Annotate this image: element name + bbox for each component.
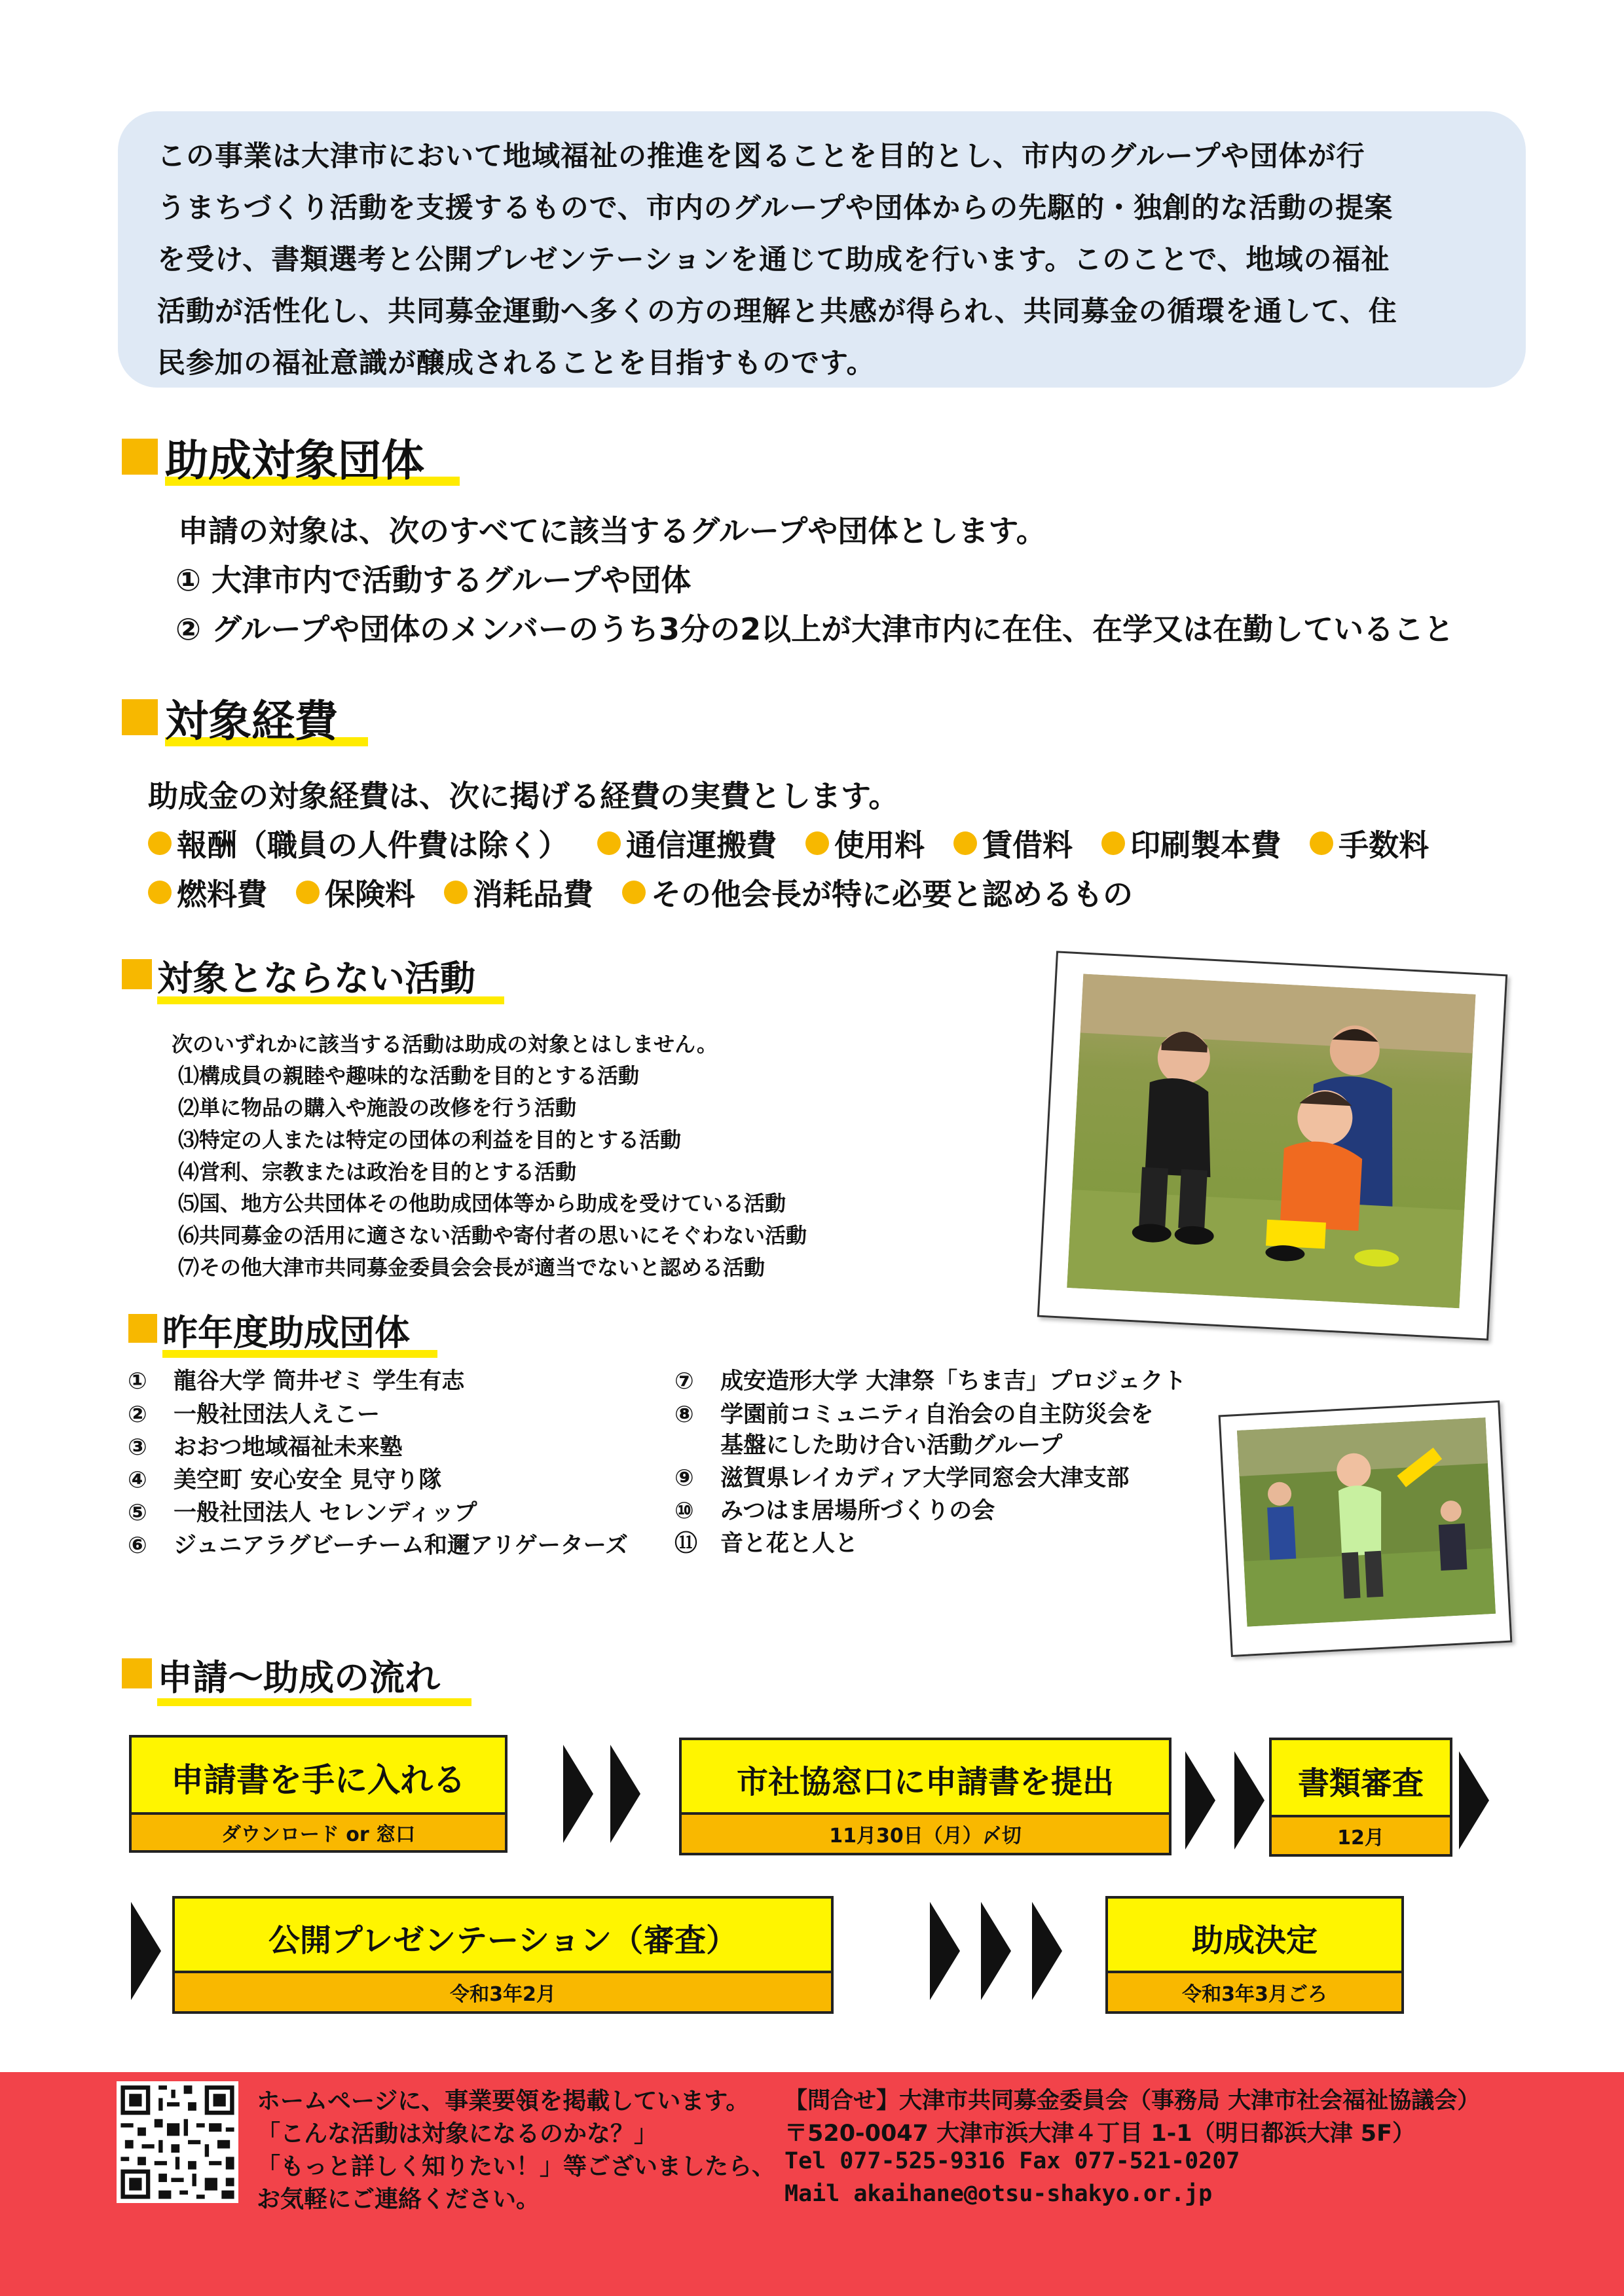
expense-item: 使用料	[805, 822, 925, 865]
excluded-item: ⑷営利、宗教または政治を目的とする活動	[178, 1159, 577, 1184]
eligible-heading: 助成対象団体	[165, 435, 424, 486]
group-item: ⑥ ジュニアラグビーチーム和邇アリゲーターズ	[128, 1533, 629, 1559]
excluded-item: ⑶特定の人または特定の団体の利益を目的とする活動	[178, 1127, 682, 1152]
group-item: ② 一般社団法人えこー	[128, 1402, 380, 1428]
expenses-row-1	[148, 822, 1447, 865]
flow-step-presentation: 公開プレゼンテーション（審査） 令和3年2月	[172, 1896, 834, 2014]
flow-step-grant-decision: 助成決定 令和3年3月ごろ	[1105, 1896, 1404, 2014]
intro-line: 活動が活性化し、共同募金運動へ多くの方の理解と共感が得られ、共同募金の循環を通して、住	[157, 295, 1397, 328]
contact-phone-fax: Tel 077-525-9316 Fax 077-521-0207	[784, 2148, 1240, 2174]
bullet-dot-icon	[148, 881, 172, 904]
footer-info-line: 「こんな活動は対象になるのかな？」	[257, 2121, 658, 2147]
footer-info-line: お気軽にご連絡ください。	[257, 2186, 540, 2213]
expense-item: 印刷製本費	[1101, 822, 1281, 865]
group-item: ⑨ 滋賀県レイカディア大学同窓会大津支部	[674, 1465, 1130, 1491]
bullet-dot-icon	[953, 831, 977, 855]
group-item: ⑧ 学園前コミュニティ自治会の自主防災会を	[674, 1402, 1154, 1428]
intro-line: うまちづくり活動を支援するもので、市内のグループや団体からの先駆的・独創的な活動の提案	[157, 192, 1393, 225]
bullet-dot-icon	[1310, 831, 1333, 855]
group-item: ④ 美空町 安心安全 見守り隊	[128, 1467, 442, 1493]
footer-info-line: 「もっと詳しく知りたい！」等ございましたら、	[257, 2153, 776, 2180]
eligible-intro: 申請の対象は、次のすべてに該当するグループや団体とします。	[178, 513, 1046, 549]
bullet-dot-icon	[622, 881, 646, 904]
flow-arrow-icon	[981, 1902, 1011, 2000]
contact-address: 〒520-0047 大津市浜大津４丁目 1-1（明日都浜大津 5F）	[784, 2121, 1416, 2147]
intro-box	[118, 111, 1526, 388]
expense-item: 手数料	[1310, 822, 1429, 865]
excluded-item: ⑴構成員の親睦や趣味的な活動を目的とする活動	[178, 1063, 640, 1088]
flow-step-get-application: 申請書を手に入れる ダウンロード or 窓口	[129, 1735, 507, 1853]
flow-arrow-icon	[131, 1902, 161, 2000]
expense-item: 報酬（職員の人件費は除く）	[148, 822, 568, 865]
group-item: ⑤ 一般社団法人 セレンディップ	[128, 1500, 477, 1526]
expense-item: 通信運搬費	[597, 822, 777, 865]
flow-step-submit: 市社協窓口に申請書を提出 11月30日（月）〆切	[679, 1738, 1172, 1855]
flow-arrow-icon	[610, 1745, 640, 1843]
heading-square-icon	[128, 1314, 157, 1343]
bullet-dot-icon	[148, 831, 172, 855]
flow-step-document-review: 書類審査 12月	[1269, 1738, 1452, 1857]
bullet-dot-icon	[296, 881, 320, 904]
last-year-heading: 昨年度助成団体	[162, 1312, 410, 1353]
expense-item: 消耗品費	[444, 871, 593, 914]
bullet-dot-icon	[1101, 831, 1125, 855]
contact-email-link[interactable]: Mail akaihane@otsu-shakyo.or.jp	[784, 2181, 1213, 2207]
excluded-item: ⑵単に物品の購入や施設の改修を行う活動	[178, 1095, 577, 1120]
flow-arrow-icon	[1185, 1751, 1215, 1850]
flow-arrow-icon	[1032, 1902, 1062, 2000]
intro-line: を受け、書類選考と公開プレゼンテーションを通じて助成を行います。このことで、地域の福祉	[157, 244, 1390, 276]
expense-item: 保険料	[296, 871, 415, 914]
bullet-dot-icon	[597, 831, 621, 855]
photo-children-running	[1219, 1400, 1513, 1657]
flow-arrow-icon	[930, 1902, 960, 2000]
excluded-intro: 次のいずれかに該当する活動は助成の対象とはしません。	[172, 1032, 718, 1057]
heading-square-icon	[122, 959, 152, 989]
expenses-heading: 対象経費	[165, 696, 338, 746]
flow-arrow-icon	[1234, 1751, 1264, 1850]
expenses-row-2	[148, 871, 1151, 914]
flow-arrow-icon	[563, 1745, 593, 1843]
eligible-item: ② グループや団体のメンバーのうち3分の2以上が大津市内に在住、在学又は在勤していること	[175, 611, 1454, 647]
excluded-item: ⑸国、地方公共団体その他助成団体等から助成を受けている活動	[178, 1191, 786, 1216]
expenses-intro: 助成金の対象経費は、次に掲げる経費の実費とします。	[148, 778, 899, 814]
heading-square-icon	[122, 1658, 152, 1688]
contact-heading: 【問合せ】大津市共同募金委員会（事務局 大津市社会福祉協議会）	[784, 2088, 1481, 2114]
photo-children-playing	[1037, 951, 1507, 1340]
intro-line: 民参加の福祉意識が醸成されることを目指すものです。	[157, 347, 876, 380]
expense-item: 燃料費	[148, 871, 267, 914]
group-item: ③ おおつ地域福祉未来塾	[128, 1434, 403, 1461]
excluded-item: ⑺その他大津市共同募金委員会会長が適当でないと認める活動	[178, 1255, 766, 1280]
excluded-heading: 対象とならない活動	[157, 958, 475, 999]
running-photo-image	[1237, 1417, 1496, 1626]
eligible-item: ① 大津市内で活動するグループや団体	[175, 562, 692, 598]
footer-band	[0, 2072, 1624, 2296]
qr-code-icon[interactable]	[117, 2081, 238, 2203]
heading-square-icon	[122, 439, 158, 475]
group-item: ⑪ 音と花と人と	[674, 1531, 858, 1557]
excluded-item: ⑹共同募金の活用に適さない活動や寄付者の思いにそぐわない活動	[178, 1223, 807, 1248]
footer-info-line: ホームページに、事業要領を掲載しています。	[257, 2088, 750, 2115]
intro-line: この事業は大津市において地域福祉の推進を図ることを目的とし、市内のグループや団体が行	[157, 140, 1365, 173]
flow-heading: 申請～助成の流れ	[157, 1657, 440, 1698]
expense-item: 賃借料	[953, 822, 1073, 865]
flow-arrow-icon	[1459, 1751, 1489, 1850]
group-item: ① 龍谷大学 筒井ゼミ 学生有志	[128, 1368, 465, 1394]
group-item: ⑦ 成安造形大学 大津祭「ちま吉」プロジェクト	[674, 1368, 1187, 1394]
expense-item: その他会長が特に必要と認めるもの	[622, 871, 1133, 914]
group-item: ⑩ みつはま居場所づくりの会	[674, 1498, 995, 1524]
bullet-dot-icon	[805, 831, 829, 855]
heading-square-icon	[122, 699, 158, 735]
group-item: 基盤にした助け合い活動グループ	[720, 1432, 1063, 1459]
bullet-dot-icon	[444, 881, 468, 904]
children-photo-image	[1067, 974, 1475, 1309]
